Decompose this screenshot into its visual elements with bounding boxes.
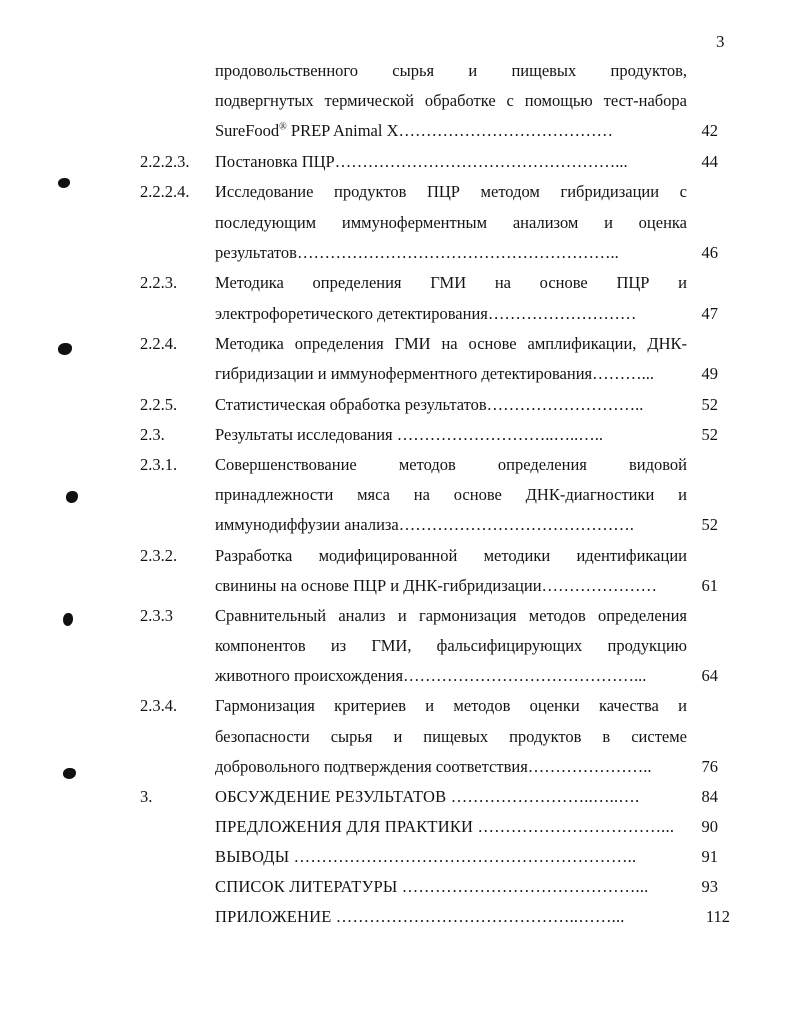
- toc-page: 91: [701, 847, 718, 866]
- toc-line: ОБСУЖДЕНИЕ РЕЗУЛЬТАТОВ ……………………..…..….: [215, 787, 640, 806]
- toc-number: 2.3.: [140, 425, 165, 444]
- toc-page: 90: [701, 817, 718, 836]
- toc-number: 2.2.2.3.: [140, 152, 190, 171]
- scan-blot: [58, 343, 72, 355]
- toc-page: 52: [701, 425, 718, 444]
- toc-number: 2.2.2.4.: [140, 182, 190, 201]
- toc-line: ПРИЛОЖЕНИЕ ……………………………………..……...: [215, 907, 625, 926]
- scan-blot: [66, 491, 78, 503]
- toc-line: подвергнутых термической обработке с помощью тест-набора: [215, 91, 687, 110]
- toc-number: 2.3.2.: [140, 546, 178, 565]
- toc-number: 2.2.5.: [140, 395, 178, 414]
- toc-line: свинины на основе ПЦР и ДНК-гибридизации…………………: [215, 576, 658, 595]
- toc-line: ПРЕДЛОЖЕНИЯ ДЛЯ ПРАКТИКИ ……………………………...: [215, 817, 675, 836]
- toc-line: продовольственного сырья и пищевых продуктов,: [215, 61, 687, 80]
- toc-number: 2.2.4.: [140, 334, 178, 353]
- toc-line: Методика определения ГМИ на основе амплификации, ДНК-: [215, 334, 687, 353]
- toc-line: Исследование продуктов ПЦР методом гибридизации с: [215, 182, 687, 201]
- toc-page: 42: [701, 121, 718, 140]
- toc-line: Постановка ПЦР……………………………………………...: [215, 152, 628, 171]
- toc-line: Статистическая обработка результатов………………………..: [215, 395, 644, 414]
- toc-number: 2.2.3.: [140, 273, 178, 292]
- toc-line: Совершенствование методов определения видовой: [215, 455, 687, 474]
- toc-line: компонентов из ГМИ, фальсифицирующих продукцию: [215, 636, 687, 655]
- toc-line: электрофоретического детектирования………………………: [215, 304, 637, 323]
- toc-line: безопасности сырья и пищевых продуктов в системе: [215, 727, 687, 746]
- toc-line: последующим иммуноферментным анализом и оценка: [215, 213, 687, 232]
- toc-page: 112: [705, 907, 730, 926]
- scan-blot: [63, 768, 76, 779]
- scan-blot: [63, 613, 73, 626]
- toc-number: 2.3.1.: [140, 455, 178, 474]
- toc-page: 52: [701, 395, 718, 414]
- toc-page: 49: [701, 364, 718, 383]
- toc-number: 3.: [140, 787, 153, 806]
- toc-page: 47: [701, 304, 718, 323]
- toc-line: Разработка модифицированной методики идентификации: [215, 546, 687, 565]
- toc-page: 84: [701, 787, 718, 806]
- toc-line: Методика определения ГМИ на основе ПЦР и: [215, 273, 687, 292]
- toc-page: 61: [701, 576, 718, 595]
- toc-line: иммунодиффузии анализа…………………………………….: [215, 515, 634, 534]
- toc-line: животного происхождения……………………………………...: [215, 666, 647, 685]
- scan-blot: [58, 178, 70, 188]
- toc-line: гибридизации и иммуноферментного детектирования………...: [215, 364, 654, 383]
- toc-number: 2.3.3: [140, 606, 173, 625]
- toc-line: Результаты исследования ………………………..…..…..: [215, 425, 604, 444]
- toc-line: СПИСОК ЛИТЕРАТУРЫ ……………………………………...: [215, 877, 649, 896]
- toc-line: результатов…………………………………………………..: [215, 243, 619, 262]
- toc-page: 64: [701, 666, 718, 685]
- toc-line: Сравнительный анализ и гармонизация методов определения: [215, 606, 687, 625]
- toc-page: 76: [701, 757, 718, 776]
- toc-line: Гармонизация критериев и методов оценки качества и: [215, 696, 687, 715]
- toc-line: SureFood® PREP Animal X…………………………………: [215, 121, 613, 140]
- page-number: 3: [716, 32, 725, 51]
- toc-page: 93: [701, 877, 718, 896]
- toc-page: 46: [701, 243, 718, 262]
- toc-page: 52: [701, 515, 718, 534]
- toc-line: принадлежности мяса на основе ДНК-диагностики и: [215, 485, 687, 504]
- toc-line: добровольного подтверждения соответствия…………………..: [215, 757, 652, 776]
- toc-line: ВЫВОДЫ ……………………………………………………..: [215, 847, 637, 866]
- toc-number: 2.3.4.: [140, 696, 178, 715]
- toc-page: 44: [701, 152, 718, 171]
